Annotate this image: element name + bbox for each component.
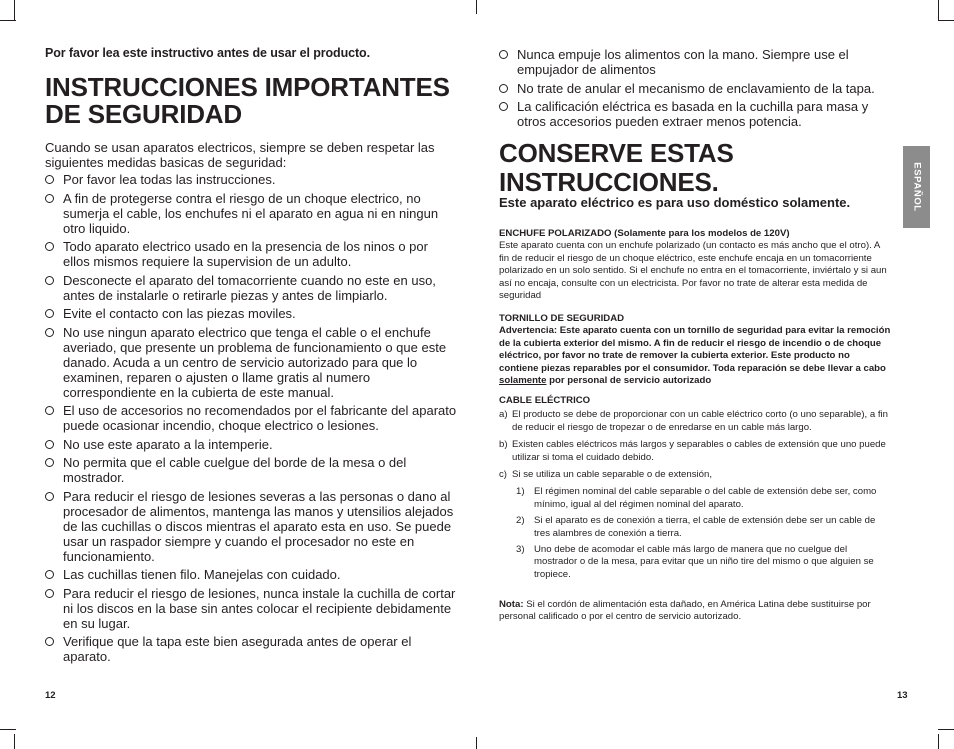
note-label: Nota: <box>499 599 524 610</box>
circle-bullet-icon <box>45 309 54 318</box>
circle-bullet-icon <box>45 276 54 285</box>
circle-bullet-icon <box>45 406 54 415</box>
list-item: A fin de protegerse contra el riesgo de un choque electrico, no sumerja el cable, los enchufes ni el aparato en agua ni en ningun otro liquido. <box>45 191 457 236</box>
crop-mark <box>476 0 477 14</box>
safety-screw-section <box>499 313 891 387</box>
circle-bullet-icon <box>499 84 508 93</box>
list-item: No use este aparato a la intemperie. <box>45 437 457 452</box>
circle-bullet-icon <box>45 440 54 449</box>
page-number: 13 <box>897 690 908 701</box>
list-item: a) El producto se debe de proporcionar con un cable eléctrico corto (o uno separable), a fin de reducir el riesgo de tropezar o de enredarse en un cable más largo. <box>499 409 888 433</box>
list-item: Nunca empuje los alimentos con la mano. Siempre use el empujador de alimentos <box>499 47 891 77</box>
circle-bullet-icon <box>45 589 54 598</box>
list-item: No use ningun aparato electrico que tenga el cable o el enchufe averiado, que presente un problema de funcionamiento o que este danado. Acuda a un centro de servicio autorizado para que lo examinen, reparen o ajusten o llame gratis al numero correspondiente en la cubierta de este manual. <box>45 325 457 400</box>
crop-mark <box>14 0 15 20</box>
list-item: 3) Uno debe de acomodar el cable más largo de manera que no cuelgue del mostrador o de la mesa, para evitar que un niño tire del mismo o que alguien se tropiece. <box>516 544 874 580</box>
crop-mark <box>938 20 954 21</box>
crop-mark <box>14 734 15 749</box>
list-item: Por favor lea todas las instrucciones. <box>45 172 457 187</box>
safety-heading: INSTRUCCIONES IMPORTANTES DE SEGURIDAD <box>45 72 450 129</box>
circle-bullet-icon <box>45 458 54 467</box>
circle-bullet-icon <box>499 102 508 111</box>
section-title: ENCHUFE POLARIZADO (Solamente para los modelos de 120V) <box>499 228 790 239</box>
household-use-subheading: Este aparato eléctrico es para uso doméstico solamente. <box>499 195 851 210</box>
page-number: 12 <box>45 690 56 701</box>
safety-list-continued <box>499 47 891 133</box>
circle-bullet-icon <box>499 50 508 59</box>
list-item: 1) El régimen nominal del cable separable o del cable de extensión debe ser, como mínimo, igual al del régimen nominal del aparato. <box>516 486 877 510</box>
power-cord-section <box>499 395 891 585</box>
list-item: Para reducir el riesgo de lesiones, nunca instale la cuchilla de cortar ni los discos en la base sin antes colocar el recipiente debidamente en su lugar. <box>45 586 457 631</box>
circle-bullet-icon <box>45 175 54 184</box>
list-item: Todo aparato electrico usado en la presencia de los ninos o por ellos mismos requiere la supervision de un adulto. <box>45 239 457 269</box>
circle-bullet-icon <box>45 637 54 646</box>
list-item: Desconecte el aparato del tomacorriente cuando no este en uso, antes de instalarle o retirarle piezas y antes de limpiarlo. <box>45 273 457 303</box>
cord-sublist <box>499 486 891 581</box>
list-item: No trate de anular el mecanismo de enclavamiento de la tapa. <box>499 81 891 96</box>
crop-mark <box>938 734 939 749</box>
language-tab <box>903 146 930 228</box>
lead-paragraph: Cuando se usan aparatos electricos, siempre se deben respetar las siguientes medidas basicas de seguridad: <box>45 140 435 170</box>
note-text: Si el cordón de alimentación esta dañado, en América Latina debe sustituirse por personal calificado o por el centro de servicio autorizado. <box>499 599 871 623</box>
list-item: c) Si se utiliza un cable separable o de extensión, <box>499 469 712 481</box>
list-item: Verifique que la tapa este bien asegurada antes de operar el aparato. <box>45 634 457 664</box>
language-tab-label: ESPAÑOL <box>911 162 922 212</box>
polarized-plug-section <box>499 228 891 302</box>
circle-bullet-icon <box>45 194 54 203</box>
crop-mark <box>938 729 954 730</box>
circle-bullet-icon <box>45 570 54 579</box>
list-item: 2) Si el aparato es de conexión a tierra, el cable de extensión debe ser un cable de tres alambres de conexión a tierra. <box>516 515 876 539</box>
circle-bullet-icon <box>45 242 54 251</box>
list-item: No permita que el cable cuelgue del borde de la mesa o del mostrador. <box>45 455 457 485</box>
list-item: Para reducir el riesgo de lesiones severas a las personas o dano al procesador de alimentos, mantenga las manos y utensilios alejados de las cuchillas o discos mientras el aparato esta en uso. Se puede usar un raspador siempre y cuando el procesador no este en funcionamiento. <box>45 489 457 564</box>
crop-mark <box>938 0 939 20</box>
list-item: b) Existen cables eléctricos más largos y separables o cables de extensión que uno puede utilizar si toma el cuidado debido. <box>499 439 886 463</box>
list-item: La calificación eléctrica es basada en la cuchilla para masa y otros accesorios pueden extraer menos potencia. <box>499 99 891 129</box>
section-title: TORNILLO DE SEGURIDAD <box>499 313 625 324</box>
crop-mark <box>476 737 477 749</box>
section-text: Este aparato cuenta con un enchufe polarizado (un contacto es más ancho que el otro). A fin de reducir el riesgo de un choque eléctrico, este enchufe encaja en un tomacorriente polarizado en un solo sentido. Si el enchufe no entra en el tomacorriente, inviértalo y si aun así no encaja, consulte con un electricista. Por favor no trate de alterar esta medida de seguridad <box>499 240 887 302</box>
circle-bullet-icon <box>45 492 54 501</box>
conserve-heading: CONSERVE ESTAS INSTRUCCIONES. <box>499 138 734 197</box>
section-text: Advertencia: Este aparato cuenta con un tornillo de seguridad para evitar la remoción de la cubierta exterior del mismo. A fin de reducir el riesgo de incendio o de choque eléctrico, por favor no trate de remover la cubierta exterior. Este producto no contiene piezas reparables por el consumidor. Toda reparación se debe llevar a cabo solamente por personal de servicio autorizado <box>499 325 891 387</box>
crop-mark <box>0 20 16 21</box>
list-item: Evite el contacto con las piezas moviles. <box>45 306 457 321</box>
crop-mark <box>0 729 16 730</box>
list-item: Las cuchillas tienen filo. Manejelas con cuidado. <box>45 567 457 582</box>
safety-list <box>45 172 457 668</box>
cord-list <box>499 409 891 481</box>
note-section <box>499 599 891 624</box>
section-title: CABLE ELÉCTRICO <box>499 395 591 406</box>
list-item: El uso de accesorios no recomendados por el fabricante del aparato puede ocasionar incendio, choque electrico o lesiones. <box>45 403 457 433</box>
circle-bullet-icon <box>45 328 54 337</box>
intro-text: Por favor lea este instructivo antes de usar el producto. <box>45 46 370 60</box>
